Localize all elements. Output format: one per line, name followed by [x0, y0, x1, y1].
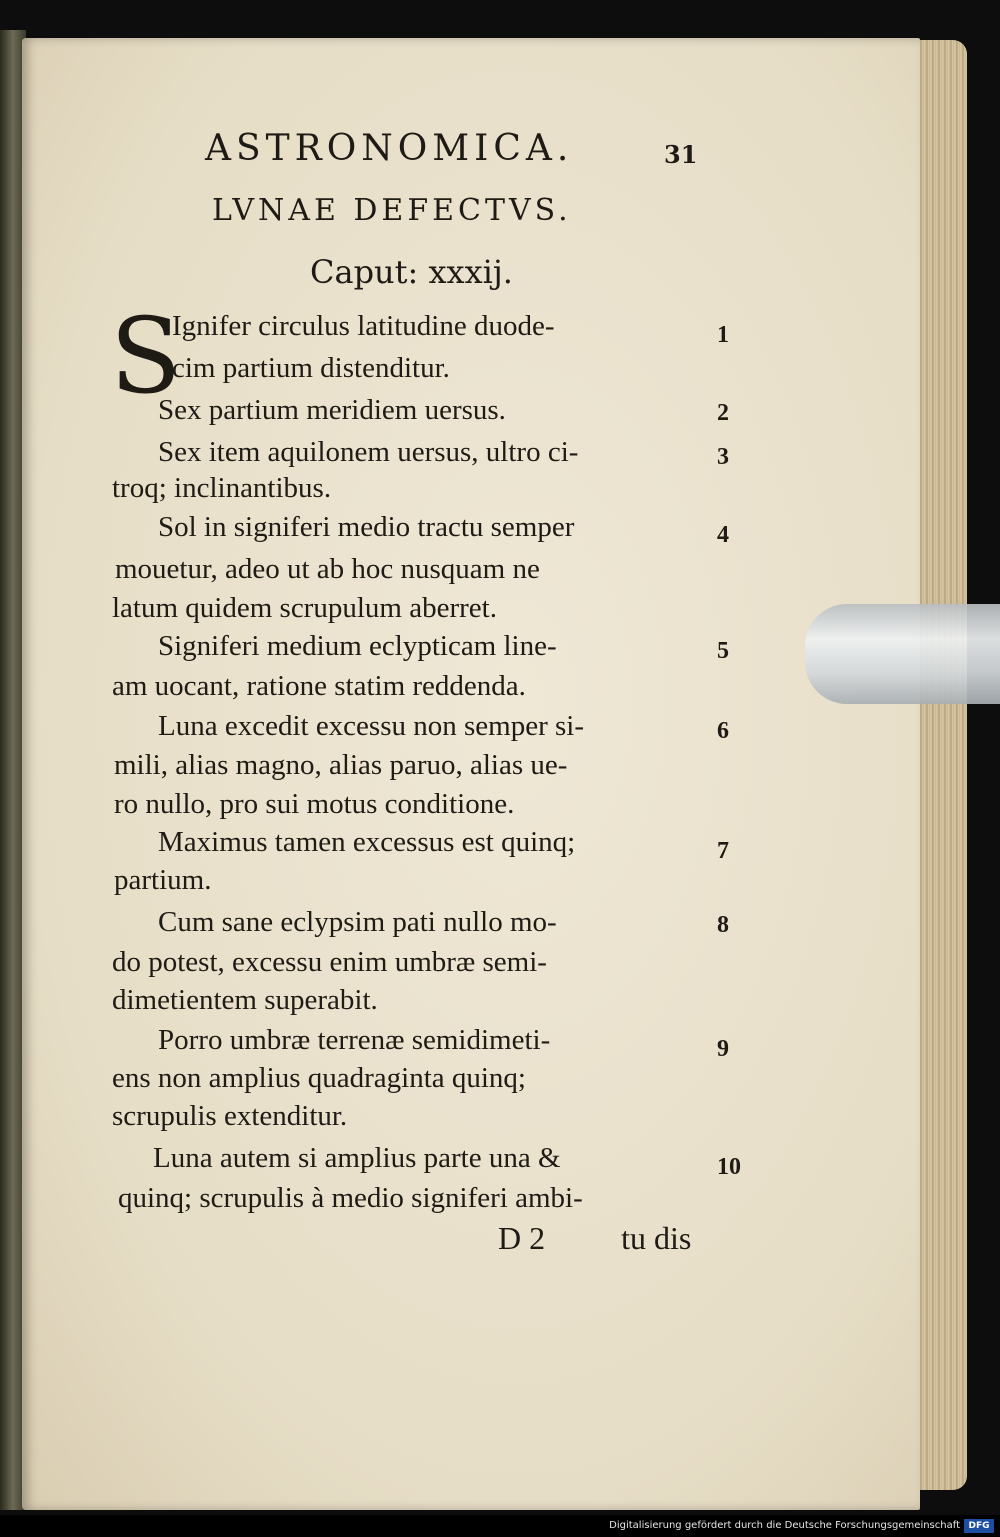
text-line: cim partium distenditur.	[172, 352, 450, 384]
drop-cap: S	[110, 295, 182, 417]
margin-number: 5	[717, 638, 729, 664]
margin-number: 6	[717, 718, 729, 744]
catchword: tu dis	[621, 1220, 692, 1256]
text-line: partium.	[114, 864, 212, 896]
text-line: Ignifer circulus latitudine duode-	[172, 310, 555, 342]
text-line: Signiferi medium eclypticam line-	[158, 630, 557, 662]
text-line: Cum sane eclypsim pati nullo mo-	[158, 906, 557, 938]
text-line: scrupulis extenditur.	[112, 1100, 348, 1132]
text-line: quinq; scrupulis à medio signiferi ambi-	[118, 1182, 583, 1214]
chapter-title: LVNAE DEFECTVS.	[212, 193, 572, 228]
text-line: Luna autem si amplius parte una &	[153, 1142, 561, 1174]
running-head: ASTRONOMICA.	[205, 128, 574, 169]
text-line: do potest, excessu enim umbræ semi-	[112, 946, 547, 978]
margin-number: 4	[717, 522, 729, 548]
text-line: ro nullo, pro sui motus conditione.	[114, 788, 515, 820]
text-line: Luna excedit excessu non semper si-	[158, 710, 584, 742]
text-line: mouetur, adeo ut ab hoc nusquam ne	[115, 553, 540, 585]
chapter-number: Caput: xxxij.	[310, 253, 513, 291]
folio-number: 31	[664, 140, 698, 169]
footer-credit: Digitalisierung gefördert durch die Deutsche Forschungsgemeinschaft	[609, 1520, 960, 1531]
text-line: Sol in signiferi medio tractu semper	[158, 511, 575, 543]
text-line: am uocant, ratione statim reddenda.	[112, 670, 526, 702]
signature-mark	[498, 1220, 691, 1257]
text-line: mili, alias magno, alias paruo, alias ue-	[114, 749, 568, 781]
text-line: Porro umbræ terrenæ semidimeti-	[158, 1024, 551, 1056]
margin-number: 7	[717, 838, 729, 864]
text-line: Maximus tamen excessus est quinq;	[158, 826, 576, 858]
text-line: dimetientem superabit.	[112, 984, 378, 1016]
margin-number: 9	[717, 1036, 729, 1062]
margin-number: 10	[717, 1154, 741, 1180]
text-line: Sex item aquilonem uersus, ultro ci-	[158, 436, 579, 468]
text-line: ens non amplius quadraginta quinq;	[112, 1062, 526, 1094]
signature-letter: D 2	[498, 1220, 546, 1256]
dfg-logo: DFG	[964, 1519, 994, 1533]
text-line: latum quidem scrupulum aberret.	[112, 592, 497, 624]
text-line: troq; inclinantibus.	[112, 472, 332, 504]
margin-number: 1	[717, 322, 729, 348]
margin-number: 8	[717, 912, 729, 938]
margin-number: 3	[717, 444, 729, 470]
text-line: Sex partium meridiem uersus.	[158, 394, 506, 426]
page-clip	[805, 604, 1000, 704]
margin-number: 2	[717, 400, 729, 426]
